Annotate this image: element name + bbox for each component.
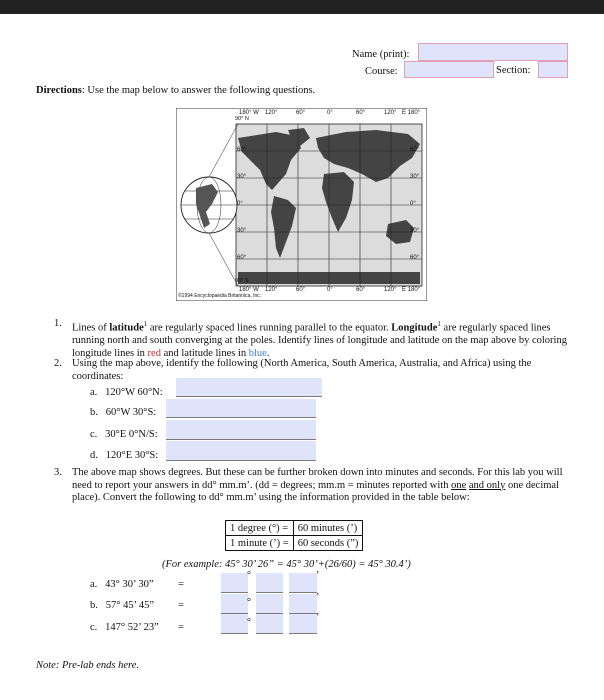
question-number: 3. <box>54 467 62 478</box>
conversion-table <box>225 520 363 551</box>
top-label: 120° <box>384 110 397 116</box>
equals-sign: = <box>178 622 184 633</box>
bottom-label: 60° <box>296 287 306 293</box>
bottom-label: 60° <box>356 287 366 293</box>
right-label: 30° <box>410 228 420 234</box>
top-label: 60° <box>296 110 306 116</box>
bottom-label: 120° <box>265 287 278 293</box>
map-copyright: ©1994 Encyclopaedia Britannica, Inc. <box>178 293 262 299</box>
q3-item-b: b. 57° 45’ 45” <box>90 600 155 611</box>
bottom-label: E 180° <box>402 287 421 293</box>
world-map <box>176 108 427 301</box>
note-text: Note: Pre-lab ends here. <box>36 660 140 671</box>
pole-south-label: 90° S <box>235 278 249 284</box>
right-label: 30° <box>410 174 420 180</box>
left-label: 60° <box>237 147 247 153</box>
table-cell: 60 minutes (’) <box>293 521 363 536</box>
left-label: 60° <box>237 255 247 261</box>
left-label: 30° <box>237 228 247 234</box>
q2-item-a: a. 120°W 60°N: <box>90 387 163 398</box>
q3c-minutes-whole-field[interactable] <box>256 614 283 634</box>
name-label: Name (print): <box>352 49 410 60</box>
q2-answer-a[interactable] <box>176 378 322 397</box>
section-label: Section: <box>496 65 531 76</box>
left-label: 30° <box>237 174 247 180</box>
table-cell: 1 minute (’) = <box>226 536 294 551</box>
minute-symbol: ’ <box>316 592 320 603</box>
left-label: 0° <box>237 201 243 207</box>
q3a-degrees-field[interactable] <box>221 573 248 593</box>
q2-item-d: d. 120°E 30°S: <box>90 450 159 461</box>
q3b-minutes-whole-field[interactable] <box>256 594 283 614</box>
directions-text: : Use the map below to answer the following questions. <box>81 85 316 96</box>
degree-symbol: ° <box>247 597 251 608</box>
q2-answer-d[interactable] <box>166 441 316 461</box>
top-label: 120° <box>265 110 278 116</box>
map-svg <box>176 108 427 301</box>
equals-sign: = <box>178 600 184 611</box>
q2-item-c: c. 30°E 0°N/S: <box>90 429 158 440</box>
q3-item-c: c. 147° 52’ 23” <box>90 622 159 633</box>
question-3 <box>54 467 570 519</box>
q2-answer-c[interactable] <box>166 420 316 440</box>
top-label: 0° <box>327 110 333 116</box>
q3c-minutes-decimal-field[interactable] <box>289 612 320 634</box>
bottom-label: 0° <box>327 287 333 293</box>
top-label: 180° W <box>239 110 259 116</box>
question-3-text: The above map shows degrees. But these can be further broken down into minutes and seconds. For this lab you will need to report your answers in dd° mm.m’. (dd = degrees; mm.m = minutes reported with one and only one decimal place). Convert the following to dd° mm.m’ using the information provided in the table below: <box>72 467 563 503</box>
q3b-degrees-field[interactable] <box>221 594 248 614</box>
section-field[interactable] <box>538 61 568 78</box>
example-text: (For example: 45° 30’ 26” = 45° 30’+(26/60) = 45° 30.4’) <box>162 559 411 570</box>
minute-symbol: ’ <box>316 612 320 623</box>
table-cell: 60 seconds (”) <box>293 536 363 551</box>
directions-label: Directions <box>36 85 82 96</box>
course-label: Course: <box>365 66 398 77</box>
name-field[interactable] <box>418 43 568 61</box>
question-number: 2. <box>54 358 62 369</box>
q2-item-b: b. 60°W 30°S: <box>90 407 157 418</box>
question-1-text: Lines of latitude$^1$ are regularly spaced lines running parallel to the equator. Longitude$^1$ are regularly spaced lines running north and south converging at the poles. Identify lines of longitude and latitude on the map above by coloring longitude lines in red and latitude lines in blue. <box>72 320 567 359</box>
right-label: 60° <box>410 147 420 153</box>
q3c-degrees-field[interactable] <box>221 614 248 634</box>
table-row <box>226 536 363 551</box>
q2-answer-b[interactable] <box>166 399 316 418</box>
top-label: E 180° <box>402 110 421 116</box>
course-field[interactable] <box>404 61 494 78</box>
right-label: 60° <box>410 255 420 261</box>
q3a-minutes-decimal-field[interactable] <box>289 573 317 593</box>
question-number: 1. <box>54 318 62 329</box>
directions <box>36 85 315 96</box>
question-1 <box>54 318 570 358</box>
bottom-label: 120° <box>384 287 397 293</box>
degree-symbol: ° <box>247 617 251 628</box>
minute-symbol: ’ <box>316 570 320 581</box>
q3a-minutes-whole-field[interactable] <box>256 573 283 593</box>
pole-north-label: 90° N <box>235 116 249 122</box>
degree-symbol: ° <box>247 570 251 581</box>
table-cell: 1 degree (°) = <box>226 521 294 536</box>
q3-item-a: a. 43° 30’ 30” <box>90 579 154 590</box>
top-bar <box>0 0 604 14</box>
top-label: 60° <box>356 110 366 116</box>
right-label: 0° <box>410 201 416 207</box>
question-2-text: Using the map above, identify the following (North America, South America, Australia, and Africa) using the coordinates: <box>72 358 532 382</box>
equals-sign: = <box>178 579 184 590</box>
table-row <box>226 521 363 536</box>
bottom-label: 180° W <box>239 287 259 293</box>
q3b-minutes-decimal-field[interactable] <box>289 592 320 614</box>
